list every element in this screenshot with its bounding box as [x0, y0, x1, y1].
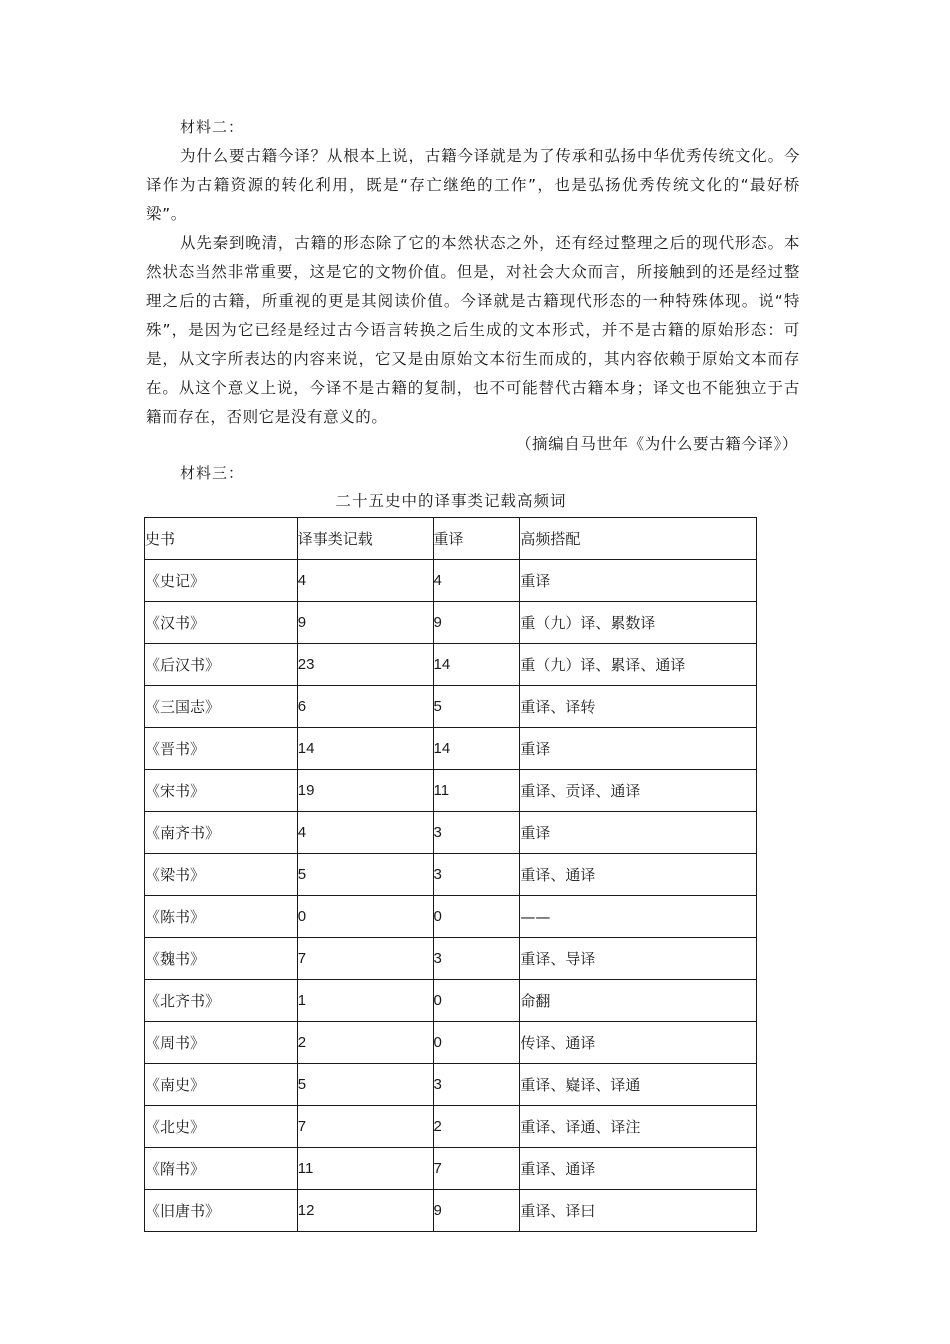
table-row	[145, 896, 757, 938]
cell-high-freq-collocations: 重（九）译、累数译	[520, 602, 757, 644]
cell-chongyi-count: 0	[433, 896, 520, 938]
cell-history-book: 《魏书》	[145, 938, 298, 980]
cell-high-freq-collocations: 传译、通译	[520, 1022, 757, 1064]
table-row	[145, 1190, 757, 1232]
material-two-paragraph-1: 为什么要古籍今译？从根本上说，古籍今译就是为了传承和弘扬中华优秀传统文化。今译作为古籍资源的转化利用，既是“存亡继绝的工作”，也是弘扬优秀传统文化的“最好桥梁”。	[146, 147, 800, 223]
cell-high-freq-collocations: 命翻	[520, 980, 757, 1022]
cell-high-freq-collocations: 重译	[520, 728, 757, 770]
header-high-freq-collocations: 高频搭配	[520, 518, 757, 560]
cell-record-count: 23	[297, 644, 433, 686]
table-row	[145, 812, 757, 854]
cell-record-count: 14	[297, 728, 433, 770]
cell-chongyi-count: 9	[433, 1190, 520, 1232]
table-row	[145, 770, 757, 812]
cell-high-freq-collocations: 重译、译通、译注	[520, 1106, 757, 1148]
material-two-citation: （摘编自马世年《为什么要古籍今译》）	[515, 435, 798, 453]
cell-record-count: 5	[297, 1064, 433, 1106]
header-record-count: 译事类记载	[297, 518, 433, 560]
cell-chongyi-count: 3	[433, 854, 520, 896]
table-row	[145, 1064, 757, 1106]
cell-record-count: 6	[297, 686, 433, 728]
table-row	[145, 602, 757, 644]
cell-chongyi-count: 2	[433, 1106, 520, 1148]
cell-high-freq-collocations: 重译、贡译、通译	[520, 770, 757, 812]
material-two-paragraph-2: 从先秦到晚清，古籍的形态除了它的本然状态之外，还有经过整理之后的现代形态。本然状态当然非常重要，这是它的文物价值。但是，对社会大众而言，所接触到的还是经过整理之后的古籍，所重视的更是其阅读价值。今译就是古籍现代形态的一种特殊体现。说“特殊”，是因为它已经是经过古今语言转换之后生成的文本形式，并不是古籍的原始形态：可是，从文字所表达的内容来说，它又是由原始文本衍生而成的，其内容依赖于原始文本而存在。从这个意义上说，今译不是古籍的复制，也不可能替代古籍本身；译文也不能独立于古籍而存在，否则它是没有意义的。	[146, 234, 800, 426]
cell-history-book: 《北齐书》	[145, 980, 298, 1022]
cell-history-book: 《晋书》	[145, 728, 298, 770]
cell-chongyi-count: 3	[433, 938, 520, 980]
cell-history-book: 《三国志》	[145, 686, 298, 728]
cell-high-freq-collocations: 重（九）译、累译、通译	[520, 644, 757, 686]
cell-history-book: 《旧唐书》	[145, 1190, 298, 1232]
header-chongyi-count: 重译	[433, 518, 520, 560]
cell-history-book: 《梁书》	[145, 854, 298, 896]
table-row	[145, 728, 757, 770]
table-body	[145, 560, 757, 1232]
cell-record-count: 4	[297, 812, 433, 854]
cell-record-count: 1	[297, 980, 433, 1022]
table-title: 二十五史中的译事类记载高频词	[335, 492, 567, 510]
cell-chongyi-count: 5	[433, 686, 520, 728]
table-row	[145, 854, 757, 896]
cell-history-book: 《南齐书》	[145, 812, 298, 854]
cell-high-freq-collocations: 重译	[520, 812, 757, 854]
table-header-row	[145, 518, 757, 560]
cell-record-count: 2	[297, 1022, 433, 1064]
table-row	[145, 938, 757, 980]
cell-record-count: 4	[297, 560, 433, 602]
translation-records-table	[144, 517, 757, 1232]
cell-chongyi-count: 3	[433, 1064, 520, 1106]
cell-high-freq-collocations: 重译、通译	[520, 854, 757, 896]
cell-history-book: 《北史》	[145, 1106, 298, 1148]
cell-high-freq-collocations: 重译、导译	[520, 938, 757, 980]
table-row	[145, 686, 757, 728]
cell-chongyi-count: 14	[433, 728, 520, 770]
cell-history-book: 《后汉书》	[145, 644, 298, 686]
cell-chongyi-count: 0	[433, 1022, 520, 1064]
cell-chongyi-count: 3	[433, 812, 520, 854]
cell-record-count: 19	[297, 770, 433, 812]
cell-record-count: 9	[297, 602, 433, 644]
cell-record-count: 7	[297, 1106, 433, 1148]
cell-record-count: 12	[297, 1190, 433, 1232]
cell-high-freq-collocations: 重译	[520, 560, 757, 602]
cell-record-count: 7	[297, 938, 433, 980]
table-row	[145, 644, 757, 686]
cell-chongyi-count: 11	[433, 770, 520, 812]
cell-chongyi-count: 7	[433, 1148, 520, 1190]
table-row	[145, 980, 757, 1022]
cell-history-book: 《汉书》	[145, 602, 298, 644]
cell-history-book: 《南史》	[145, 1064, 298, 1106]
cell-chongyi-count: 4	[433, 560, 520, 602]
table-row	[145, 1022, 757, 1064]
cell-high-freq-collocations: 重译、译曰	[520, 1190, 757, 1232]
cell-high-freq-collocations: 重译、通译	[520, 1148, 757, 1190]
cell-record-count: 11	[297, 1148, 433, 1190]
cell-record-count: 0	[297, 896, 433, 938]
cell-history-book: 《史记》	[145, 560, 298, 602]
cell-history-book: 《宋书》	[145, 770, 298, 812]
cell-history-book: 《隋书》	[145, 1148, 298, 1190]
table-row	[145, 560, 757, 602]
cell-high-freq-collocations: 重译、译转	[520, 686, 757, 728]
cell-high-freq-collocations: ——	[520, 896, 757, 938]
cell-history-book: 《周书》	[145, 1022, 298, 1064]
cell-high-freq-collocations: 重译、嶷译、译通	[520, 1064, 757, 1106]
cell-chongyi-count: 0	[433, 980, 520, 1022]
cell-history-book: 《陈书》	[145, 896, 298, 938]
header-history-book: 史书	[145, 518, 298, 560]
cell-chongyi-count: 14	[433, 644, 520, 686]
material-three-heading: 材料三：	[180, 464, 245, 482]
table-row	[145, 1148, 757, 1190]
material-two-heading: 材料二：	[180, 118, 245, 136]
cell-chongyi-count: 9	[433, 602, 520, 644]
cell-record-count: 5	[297, 854, 433, 896]
table-row	[145, 1106, 757, 1148]
